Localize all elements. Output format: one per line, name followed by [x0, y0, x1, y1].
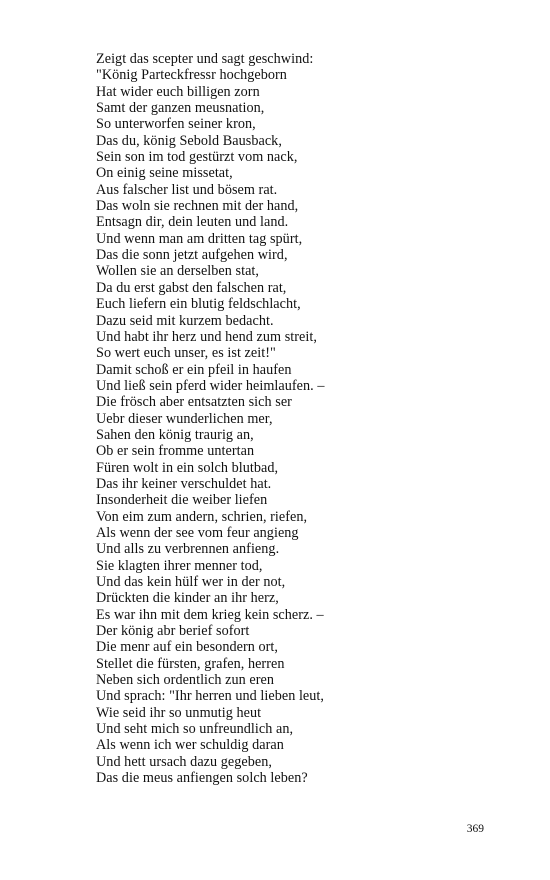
verse-line: Und das kein hülf wer in der not, — [96, 574, 286, 590]
verse-line: Stellet die fürsten, grafen, herren — [96, 655, 285, 672]
verse-line: Samt der ganzen meusnation, — [96, 100, 265, 117]
verse-line: Es war ihn mit dem krieg kein scherz. – — [96, 606, 324, 623]
verse-line: Und hett ursach dazu gegeben, — [96, 753, 272, 770]
verse-line: Als wenn ich wer schuldig daran — [96, 737, 284, 754]
verse-line: Die menr auf ein besondern ort, — [96, 639, 278, 656]
page-number: 369 — [466, 823, 484, 835]
verse-line: Uebr dieser wunderlichen mer, — [96, 410, 273, 427]
verse-line: On einig seine missetat, — [96, 165, 233, 182]
verse-line: "König Parteckfressr hochgeborn — [96, 67, 287, 84]
verse-line: Da du erst gabst den falschen rat, — [96, 279, 287, 296]
verse-line: Zeigt das scepter und sagt geschwind: — [96, 51, 314, 67]
verse-line: Und sprach: "Ihr herren und lieben leut, — [96, 688, 325, 705]
verse-line: Sein son im tod gestürzt vom nack, — [96, 149, 298, 166]
verse-line: Drückten die kinder an ihr herz, — [96, 590, 279, 607]
verse-line: Wie seid ihr so unmutig heut — [96, 704, 262, 721]
verse-line: Das ihr keiner verschuldet hat. — [96, 475, 272, 492]
verse-line: Sie klagten ihrer menner tod, — [96, 557, 263, 574]
verse-line: So unterworfen seiner kron, — [96, 116, 256, 133]
verse-line: Insonderheit die weiber liefen — [96, 492, 268, 509]
verse-line: Füren wolt in ein solch blutbad, — [96, 459, 279, 476]
verse-line: Der könig abr berief sofort — [96, 623, 250, 640]
verse-line: Wollen sie an derselben stat, — [96, 263, 260, 280]
verse-line: Das die meus anfiengen solch leben? — [96, 770, 308, 787]
verse-line: Das du, könig Sebold Bausback, — [96, 132, 282, 149]
verse-line: Neben sich ordentlich zun eren — [96, 672, 274, 689]
verse-line: Und wenn man am dritten tag spürt, — [96, 230, 303, 247]
verse-line: Sahen den könig traurig an, — [96, 426, 254, 443]
verse-line: Als wenn der see vom feur angieng — [96, 524, 299, 541]
verse-line: Ob er sein fromme untertan — [96, 443, 255, 460]
verse-line: Euch liefern ein blutig feldschlacht, — [96, 296, 301, 313]
verse-line: Hat wider euch billigen zorn — [96, 83, 260, 100]
verse-line: Und seht mich so unfreundlich an, — [96, 721, 294, 738]
verse-line: Die frösch aber entsatzten sich ser — [96, 394, 292, 411]
verse-line: So wert euch unser, es ist zeit!" — [96, 345, 276, 362]
verse-line: Und habt ihr herz und hend zum streit, — [96, 328, 317, 345]
poem-text — [96, 51, 325, 786]
verse-line: Das die sonn jetzt aufgehen wird, — [96, 247, 288, 264]
verse-line: Entsagn dir, dein leuten und land. — [96, 214, 289, 231]
verse-line: Das woln sie rechnen mit der hand, — [96, 198, 299, 215]
verse-line: Und alls zu verbrennen anfieng. — [96, 541, 280, 558]
verse-line: Damit schoß er ein pfeil in haufen — [96, 361, 292, 378]
verse-line: Dazu seid mit kurzem bedacht. — [96, 312, 274, 329]
verse-line: Und ließ sein pferd wider heimlaufen. – — [96, 377, 325, 394]
verse-line: Aus falscher list und bösem rat. — [96, 181, 278, 198]
verse-line: Von eim zum andern, schrien, riefen, — [96, 508, 308, 525]
